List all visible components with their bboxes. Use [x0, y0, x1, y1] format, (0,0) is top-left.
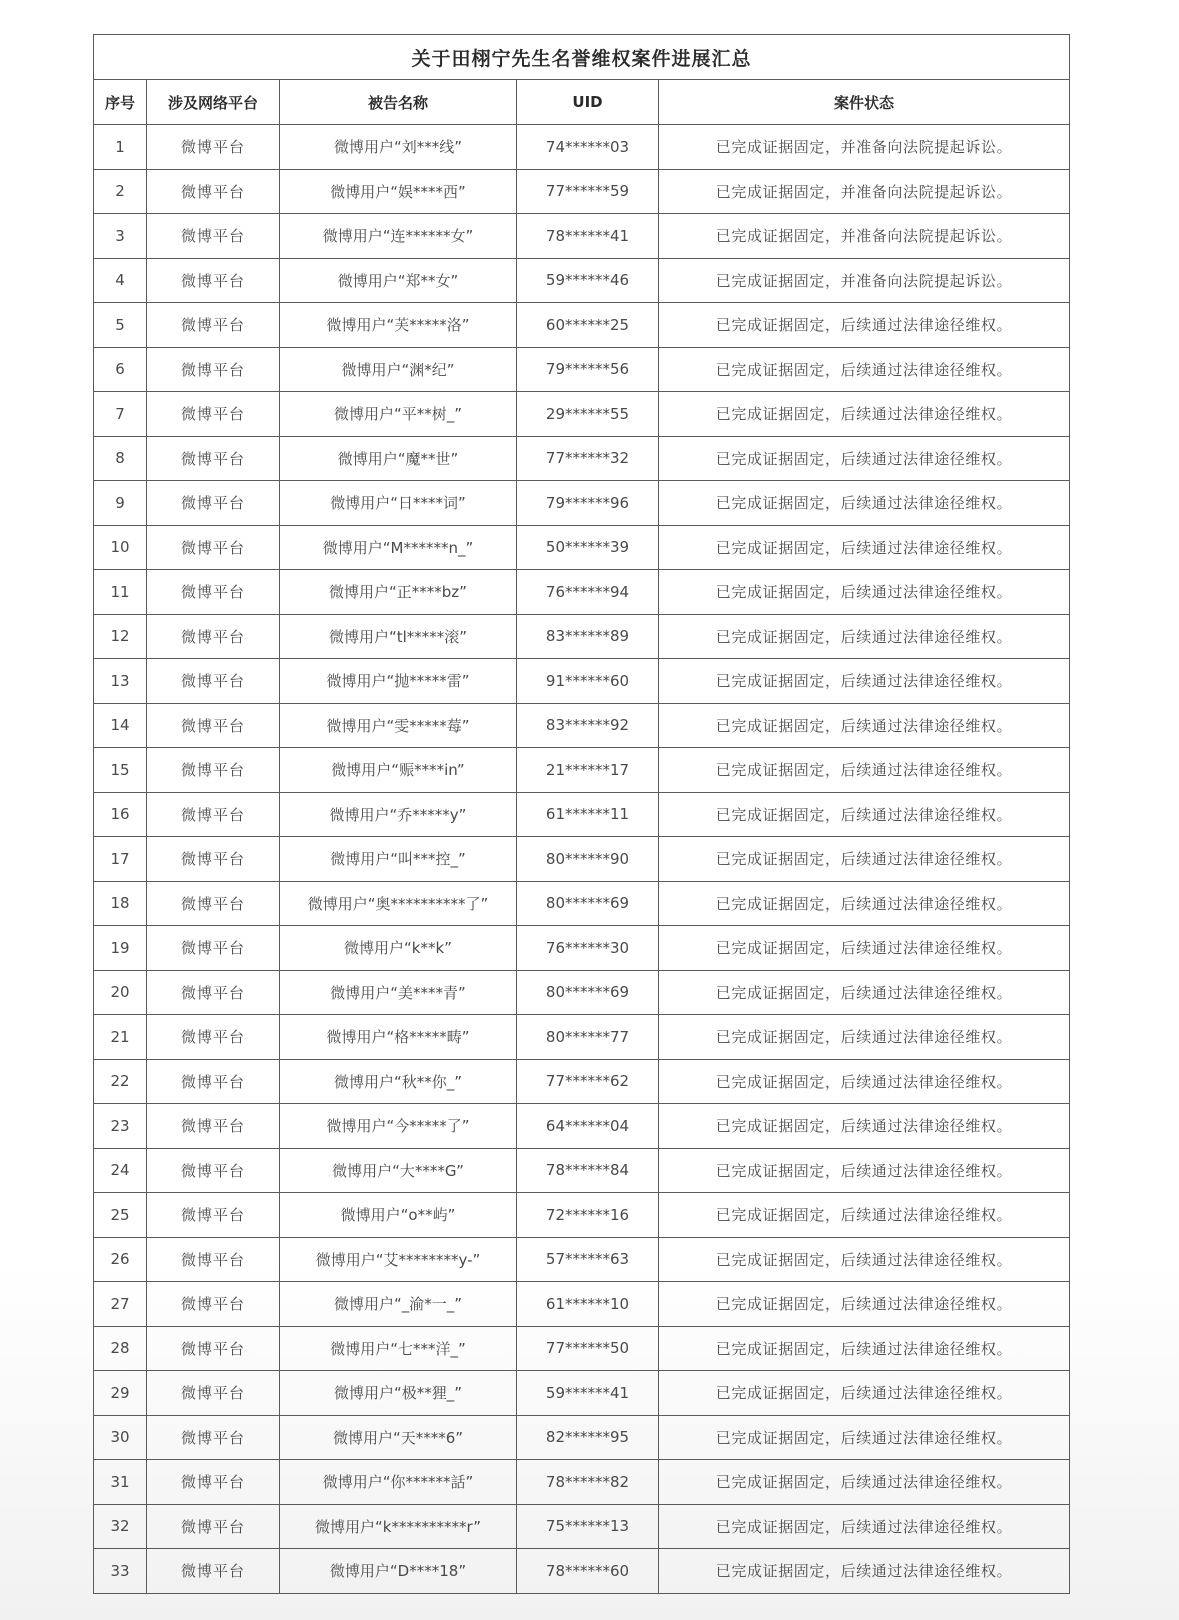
status-cell: 已完成证据固定，后续通过法律途径维权。	[659, 347, 1070, 392]
row-number: 32	[94, 1504, 147, 1549]
status-cell: 已完成证据固定，后续通过法律途径维权。	[659, 837, 1070, 882]
uid-cell: 80******69	[517, 881, 659, 926]
defendant-cell: 微博用户“雯*****莓”	[280, 703, 517, 748]
case-summary-sheet	[93, 34, 1069, 1594]
uid-cell: 78******60	[517, 1549, 659, 1594]
uid-cell: 61******11	[517, 792, 659, 837]
defendant-cell: 微博用户“你******話”	[280, 1460, 517, 1505]
uid-cell: 64******04	[517, 1104, 659, 1149]
table-row	[94, 481, 1070, 526]
defendant-cell: 微博用户“郑**女”	[280, 258, 517, 303]
row-number: 1	[94, 125, 147, 170]
platform-cell: 微博平台	[147, 659, 280, 704]
uid-cell: 78******82	[517, 1460, 659, 1505]
row-number: 4	[94, 258, 147, 303]
row-number: 19	[94, 926, 147, 971]
row-number: 16	[94, 792, 147, 837]
defendant-cell: 微博用户“乔*****y”	[280, 792, 517, 837]
row-number: 25	[94, 1193, 147, 1238]
case-summary-table	[93, 34, 1070, 1594]
uid-cell: 80******69	[517, 970, 659, 1015]
uid-cell: 79******56	[517, 347, 659, 392]
uid-cell: 91******60	[517, 659, 659, 704]
platform-cell: 微博平台	[147, 169, 280, 214]
table-row	[94, 926, 1070, 971]
platform-cell: 微博平台	[147, 748, 280, 793]
status-cell: 已完成证据固定，后续通过法律途径维权。	[659, 1282, 1070, 1327]
row-number: 26	[94, 1237, 147, 1282]
row-number: 11	[94, 570, 147, 615]
column-header-defendant: 被告名称	[280, 80, 517, 125]
uid-cell: 72******16	[517, 1193, 659, 1238]
row-number: 7	[94, 392, 147, 437]
defendant-cell: 微博用户“极**狸_”	[280, 1371, 517, 1416]
status-cell: 已完成证据固定，后续通过法律途径维权。	[659, 614, 1070, 659]
status-cell: 已完成证据固定，后续通过法律途径维权。	[659, 392, 1070, 437]
status-cell: 已完成证据固定，后续通过法律途径维权。	[659, 436, 1070, 481]
table-row	[94, 392, 1070, 437]
defendant-cell: 微博用户“美****青”	[280, 970, 517, 1015]
row-number: 8	[94, 436, 147, 481]
row-number: 17	[94, 837, 147, 882]
table-row	[94, 169, 1070, 214]
defendant-cell: 微博用户“叫***控_”	[280, 837, 517, 882]
uid-cell: 60******25	[517, 303, 659, 348]
platform-cell: 微博平台	[147, 1371, 280, 1416]
status-cell: 已完成证据固定，后续通过法律途径维权。	[659, 748, 1070, 793]
status-cell: 已完成证据固定，后续通过法律途径维权。	[659, 570, 1070, 615]
column-header-status: 案件状态	[659, 80, 1070, 125]
platform-cell: 微博平台	[147, 1504, 280, 1549]
row-number: 24	[94, 1148, 147, 1193]
row-number: 10	[94, 525, 147, 570]
column-header-platform: 涉及网络平台	[147, 80, 280, 125]
platform-cell: 微博平台	[147, 214, 280, 259]
uid-cell: 76******94	[517, 570, 659, 615]
table-row	[94, 1549, 1070, 1594]
platform-cell: 微博平台	[147, 1415, 280, 1460]
table-row	[94, 1460, 1070, 1505]
status-cell: 已完成证据固定，并准备向法院提起诉讼。	[659, 258, 1070, 303]
row-number: 3	[94, 214, 147, 259]
status-cell: 已完成证据固定，后续通过法律途径维权。	[659, 792, 1070, 837]
status-cell: 已完成证据固定，后续通过法律途径维权。	[659, 1549, 1070, 1594]
defendant-cell: 微博用户“奥**********了”	[280, 881, 517, 926]
row-number: 18	[94, 881, 147, 926]
platform-cell: 微博平台	[147, 303, 280, 348]
defendant-cell: 微博用户“正****bz”	[280, 570, 517, 615]
row-number: 33	[94, 1549, 147, 1594]
status-cell: 已完成证据固定，后续通过法律途径维权。	[659, 1371, 1070, 1416]
platform-cell: 微博平台	[147, 1460, 280, 1505]
uid-cell: 59******46	[517, 258, 659, 303]
uid-cell: 80******90	[517, 837, 659, 882]
platform-cell: 微博平台	[147, 1549, 280, 1594]
uid-cell: 50******39	[517, 525, 659, 570]
status-cell: 已完成证据固定，后续通过法律途径维权。	[659, 1460, 1070, 1505]
status-cell: 已完成证据固定，并准备向法院提起诉讼。	[659, 169, 1070, 214]
row-number: 23	[94, 1104, 147, 1149]
row-number: 14	[94, 703, 147, 748]
table-row	[94, 659, 1070, 704]
uid-cell: 77******50	[517, 1326, 659, 1371]
uid-cell: 75******13	[517, 1504, 659, 1549]
defendant-cell: 微博用户“抛*****雷”	[280, 659, 517, 704]
defendant-cell: 微博用户“日****词”	[280, 481, 517, 526]
defendant-cell: 微博用户“k**k”	[280, 926, 517, 971]
platform-cell: 微博平台	[147, 525, 280, 570]
platform-cell: 微博平台	[147, 1059, 280, 1104]
status-cell: 已完成证据固定，后续通过法律途径维权。	[659, 659, 1070, 704]
platform-cell: 微博平台	[147, 614, 280, 659]
status-cell: 已完成证据固定，后续通过法律途径维权。	[659, 970, 1070, 1015]
row-number: 5	[94, 303, 147, 348]
table-row	[94, 837, 1070, 882]
status-cell: 已完成证据固定，后续通过法律途径维权。	[659, 881, 1070, 926]
row-number: 31	[94, 1460, 147, 1505]
table-row	[94, 970, 1070, 1015]
status-cell: 已完成证据固定，后续通过法律途径维权。	[659, 1237, 1070, 1282]
table-row	[94, 748, 1070, 793]
table-row	[94, 792, 1070, 837]
uid-cell: 78******84	[517, 1148, 659, 1193]
platform-cell: 微博平台	[147, 703, 280, 748]
table-row	[94, 1059, 1070, 1104]
status-cell: 已完成证据固定，后续通过法律途径维权。	[659, 1326, 1070, 1371]
uid-cell: 79******96	[517, 481, 659, 526]
table-header-row	[94, 80, 1070, 125]
uid-cell: 74******03	[517, 125, 659, 170]
row-number: 9	[94, 481, 147, 526]
uid-cell: 59******41	[517, 1371, 659, 1416]
row-number: 13	[94, 659, 147, 704]
defendant-cell: 微博用户“k**********r”	[280, 1504, 517, 1549]
status-cell: 已完成证据固定，后续通过法律途径维权。	[659, 303, 1070, 348]
defendant-cell: 微博用户“芙*****洛”	[280, 303, 517, 348]
uid-cell: 61******10	[517, 1282, 659, 1327]
table-row	[94, 614, 1070, 659]
defendant-cell: 微博用户“秋**你_”	[280, 1059, 517, 1104]
table-row	[94, 525, 1070, 570]
platform-cell: 微博平台	[147, 347, 280, 392]
status-cell: 已完成证据固定，后续通过法律途径维权。	[659, 703, 1070, 748]
table-row	[94, 1504, 1070, 1549]
defendant-cell: 微博用户“艾********y-”	[280, 1237, 517, 1282]
row-number: 6	[94, 347, 147, 392]
defendant-cell: 微博用户“D****18”	[280, 1549, 517, 1594]
table-row	[94, 1282, 1070, 1327]
table-row	[94, 303, 1070, 348]
document-title: 关于田栩宁先生名誉维权案件进展汇总	[94, 35, 1070, 80]
status-cell: 已完成证据固定，后续通过法律途径维权。	[659, 1148, 1070, 1193]
uid-cell: 29******55	[517, 392, 659, 437]
platform-cell: 微博平台	[147, 1148, 280, 1193]
uid-cell: 78******41	[517, 214, 659, 259]
defendant-cell: 微博用户“格*****畴”	[280, 1015, 517, 1060]
table-row	[94, 436, 1070, 481]
defendant-cell: 微博用户“连******女”	[280, 214, 517, 259]
row-number: 20	[94, 970, 147, 1015]
table-row	[94, 1015, 1070, 1060]
row-number: 2	[94, 169, 147, 214]
platform-cell: 微博平台	[147, 970, 280, 1015]
platform-cell: 微博平台	[147, 792, 280, 837]
uid-cell: 82******95	[517, 1415, 659, 1460]
platform-cell: 微博平台	[147, 1282, 280, 1327]
uid-cell: 77******32	[517, 436, 659, 481]
table-row	[94, 881, 1070, 926]
table-row	[94, 570, 1070, 615]
defendant-cell: 微博用户“赈****in”	[280, 748, 517, 793]
status-cell: 已完成证据固定，后续通过法律途径维权。	[659, 525, 1070, 570]
table-row	[94, 1104, 1070, 1149]
defendant-cell: 微博用户“M******n_”	[280, 525, 517, 570]
platform-cell: 微博平台	[147, 481, 280, 526]
defendant-cell: 微博用户“七***洋_”	[280, 1326, 517, 1371]
status-cell: 已完成证据固定，后续通过法律途径维权。	[659, 481, 1070, 526]
platform-cell: 微博平台	[147, 392, 280, 437]
defendant-cell: 微博用户“魔**世”	[280, 436, 517, 481]
row-number: 29	[94, 1371, 147, 1416]
platform-cell: 微博平台	[147, 1237, 280, 1282]
status-cell: 已完成证据固定，后续通过法律途径维权。	[659, 1015, 1070, 1060]
status-cell: 已完成证据固定，并准备向法院提起诉讼。	[659, 125, 1070, 170]
status-cell: 已完成证据固定，后续通过法律途径维权。	[659, 926, 1070, 971]
status-cell: 已完成证据固定，后续通过法律途径维权。	[659, 1415, 1070, 1460]
platform-cell: 微博平台	[147, 926, 280, 971]
uid-cell: 83******92	[517, 703, 659, 748]
platform-cell: 微博平台	[147, 1326, 280, 1371]
column-header-uid: UID	[517, 80, 659, 125]
row-number: 12	[94, 614, 147, 659]
defendant-cell: 微博用户“大****G”	[280, 1148, 517, 1193]
uid-cell: 76******30	[517, 926, 659, 971]
table-row	[94, 1326, 1070, 1371]
uid-cell: 77******62	[517, 1059, 659, 1104]
uid-cell: 83******89	[517, 614, 659, 659]
uid-cell: 77******59	[517, 169, 659, 214]
row-number: 28	[94, 1326, 147, 1371]
status-cell: 已完成证据固定，后续通过法律途径维权。	[659, 1059, 1070, 1104]
table-row	[94, 125, 1070, 170]
defendant-cell: 微博用户“娱****西”	[280, 169, 517, 214]
table-row	[94, 1193, 1070, 1238]
table-row	[94, 347, 1070, 392]
status-cell: 已完成证据固定，后续通过法律途径维权。	[659, 1193, 1070, 1238]
uid-cell: 80******77	[517, 1015, 659, 1060]
platform-cell: 微博平台	[147, 125, 280, 170]
defendant-cell: 微博用户“tl*****滚”	[280, 614, 517, 659]
column-header-no: 序号	[94, 80, 147, 125]
platform-cell: 微博平台	[147, 1104, 280, 1149]
table-row	[94, 1148, 1070, 1193]
defendant-cell: 微博用户“渊*纪”	[280, 347, 517, 392]
row-number: 30	[94, 1415, 147, 1460]
platform-cell: 微博平台	[147, 881, 280, 926]
table-row	[94, 1237, 1070, 1282]
platform-cell: 微博平台	[147, 436, 280, 481]
platform-cell: 微博平台	[147, 1015, 280, 1060]
status-cell: 已完成证据固定，并准备向法院提起诉讼。	[659, 214, 1070, 259]
platform-cell: 微博平台	[147, 1193, 280, 1238]
table-row	[94, 214, 1070, 259]
defendant-cell: 微博用户“o**屿”	[280, 1193, 517, 1238]
row-number: 21	[94, 1015, 147, 1060]
uid-cell: 21******17	[517, 748, 659, 793]
platform-cell: 微博平台	[147, 258, 280, 303]
defendant-cell: 微博用户“平**树_”	[280, 392, 517, 437]
defendant-cell: 微博用户“今*****了”	[280, 1104, 517, 1149]
defendant-cell: 微博用户“_渝*一_”	[280, 1282, 517, 1327]
table-row	[94, 1415, 1070, 1460]
table-row	[94, 703, 1070, 748]
row-number: 15	[94, 748, 147, 793]
status-cell: 已完成证据固定，后续通过法律途径维权。	[659, 1504, 1070, 1549]
row-number: 27	[94, 1282, 147, 1327]
defendant-cell: 微博用户“刘***线”	[280, 125, 517, 170]
uid-cell: 57******63	[517, 1237, 659, 1282]
platform-cell: 微博平台	[147, 837, 280, 882]
row-number: 22	[94, 1059, 147, 1104]
status-cell: 已完成证据固定，后续通过法律途径维权。	[659, 1104, 1070, 1149]
table-body	[94, 125, 1070, 1594]
table-row	[94, 258, 1070, 303]
defendant-cell: 微博用户“天****6”	[280, 1415, 517, 1460]
table-row	[94, 1371, 1070, 1416]
platform-cell: 微博平台	[147, 570, 280, 615]
